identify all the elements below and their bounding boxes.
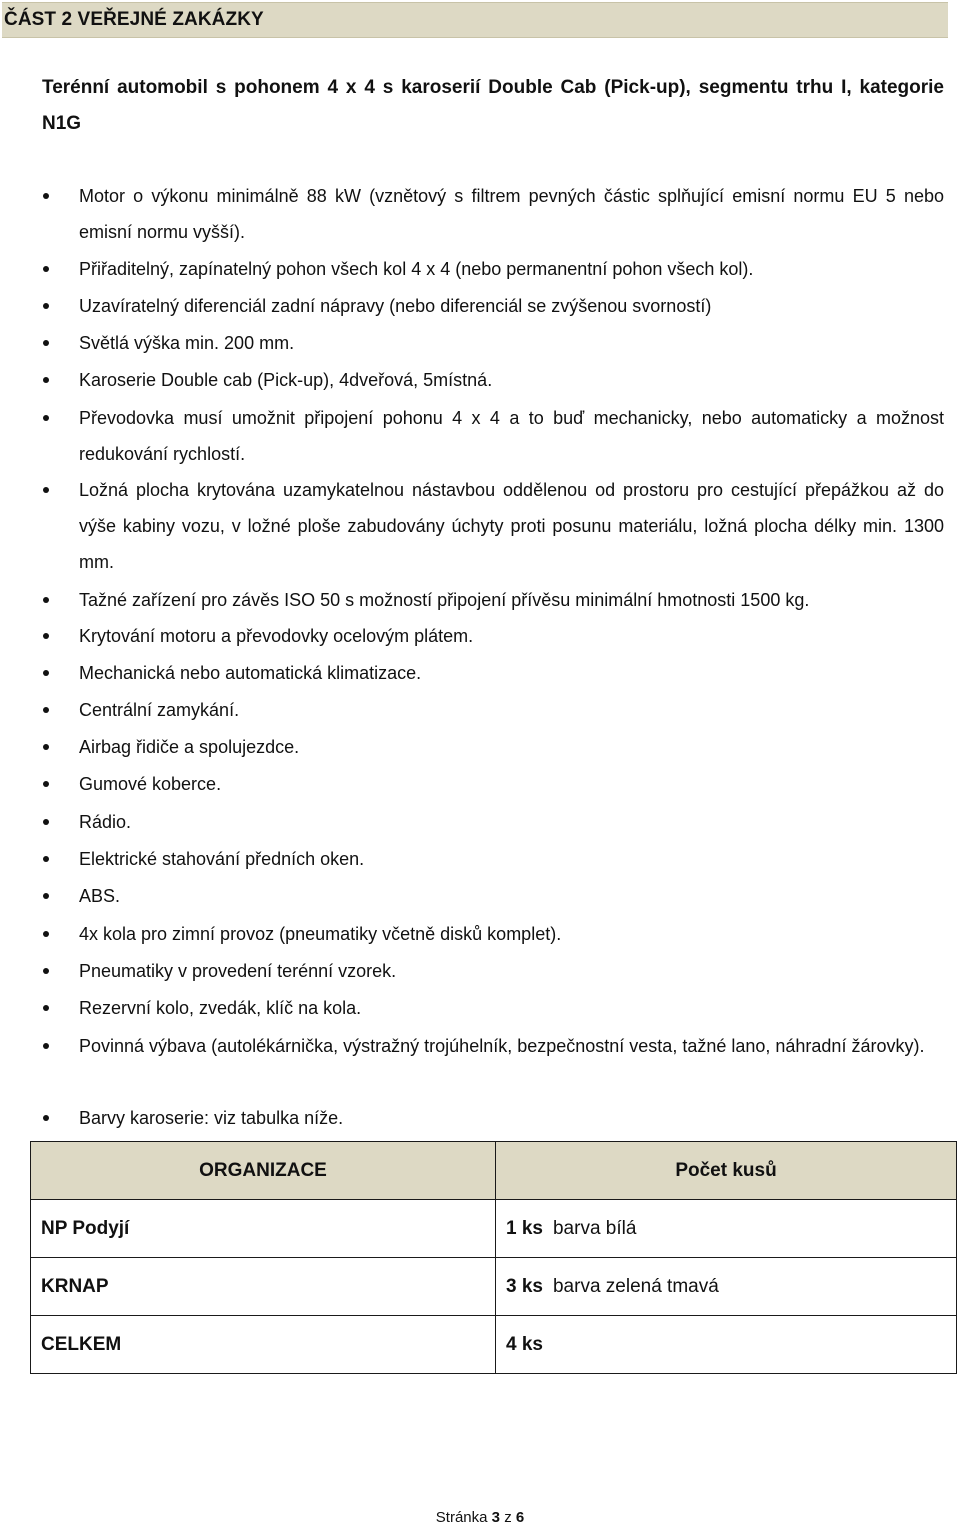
bullet-icon (43, 968, 49, 974)
table-header-row (31, 1142, 957, 1200)
requirement-item (79, 400, 944, 472)
requirement-item (79, 1100, 944, 1136)
requirement-text: ABS. (79, 886, 121, 906)
requirement-text: Mechanická nebo automatická klimatizace. (79, 663, 422, 683)
color-value: barva bílá (552, 1217, 637, 1239)
organization-cell: NP Podyjí (31, 1200, 496, 1258)
requirement-text: Centrální zamykání. (79, 700, 240, 720)
bullet-icon (43, 670, 49, 676)
requirement-item (79, 916, 944, 952)
requirement-item (79, 953, 944, 989)
requirement-item (79, 178, 944, 250)
count-cell (496, 1258, 957, 1316)
count-value: 1 ks (506, 1217, 543, 1239)
requirement-item (79, 990, 944, 1026)
requirement-item (79, 1028, 944, 1064)
column-header-organization: ORGANIZACE (31, 1142, 496, 1200)
bullet-icon (43, 893, 49, 899)
page-total: 6 (515, 1509, 525, 1526)
bullet-icon (43, 487, 49, 493)
requirement-text: Světlá výška min. 200 mm. (79, 333, 295, 353)
requirement-text: Ložná plocha krytována uzamykatelnou nástavbou oddělenou od prostoru pro cestující přepážkou až do výše kabiny vozu, v ložné ploše zabudovány úchyty proti posunu materiálu, ložná plocha délky min. 1300 mm. (79, 480, 944, 572)
count-cell (496, 1200, 957, 1258)
footer-separator: z (504, 1509, 512, 1526)
bullet-icon (43, 856, 49, 862)
requirement-item (79, 288, 944, 324)
requirement-text: Převodovka musí umožnit připojení pohonu 4 x 4 a to buď mechanicky, nebo automaticky a možnost redukování rychlostí. (79, 408, 944, 464)
bullet-icon (43, 597, 49, 603)
bullet-icon (43, 707, 49, 713)
requirement-text: Airbag řidiče a spolujezdce. (79, 737, 300, 757)
requirement-item (79, 841, 944, 877)
organization-cell: KRNAP (31, 1258, 496, 1316)
requirement-item (79, 878, 944, 914)
requirement-item (79, 655, 944, 691)
requirement-item (79, 766, 944, 802)
requirement-item (79, 804, 944, 840)
requirement-item (79, 618, 944, 654)
bullet-icon (43, 415, 49, 421)
requirement-item (79, 729, 944, 765)
page-footer (0, 1509, 960, 1526)
color-value: barva zelená tmavá (552, 1275, 719, 1297)
requirement-text: Přiřaditelný, zapínatelný pohon všech kol 4 x 4 (nebo permanentní pohon všech kol). (79, 259, 754, 279)
count-value: 3 ks (506, 1275, 543, 1297)
tender-subject: Terénní automobil s pohonem 4 x 4 s karoserií Double Cab (Pick-up), segmentu trhu I, kategorie N1G (42, 77, 944, 134)
requirement-item (79, 582, 944, 618)
bullet-icon (43, 781, 49, 787)
count-cell (496, 1316, 957, 1374)
requirement-text: Motor o výkonu minimálně 88 kW (vznětový s filtrem pevných částic splňující emisní normu EU 5 nebo emisní normu vyšší). (79, 186, 944, 242)
bullet-icon (43, 819, 49, 825)
bullet-icon (43, 340, 49, 346)
bullet-icon (43, 377, 49, 383)
footer-prefix: Stránka (435, 1509, 488, 1526)
requirement-item (79, 251, 944, 287)
bullet-icon (43, 633, 49, 639)
bullet-icon (43, 1115, 49, 1121)
table-row (31, 1316, 957, 1374)
requirement-item (79, 362, 944, 398)
requirement-text: Elektrické stahování předních oken. (79, 849, 365, 869)
requirement-text: 4x kola pro zimní provoz (pneumatiky včetně disků komplet). (79, 924, 562, 944)
bullet-icon (43, 1043, 49, 1049)
requirement-text: Karoserie Double cab (Pick-up), 4dveřová, 5místná. (79, 370, 493, 390)
bullet-icon (43, 266, 49, 272)
requirement-item (79, 325, 944, 361)
requirement-item (79, 692, 944, 728)
column-header-count: Počet kusů (496, 1142, 957, 1200)
count-value: 4 ks (506, 1333, 543, 1355)
table-row (31, 1200, 957, 1258)
bullet-icon (43, 931, 49, 937)
requirement-text: Gumové koberce. (79, 774, 222, 794)
bullet-icon (43, 303, 49, 309)
requirement-text: Barvy karoserie: viz tabulka níže. (79, 1108, 344, 1128)
requirement-text: Uzavíratelný diferenciál zadní nápravy (nebo diferenciál se zvýšenou svorností) (79, 296, 712, 316)
page-number: 3 (491, 1509, 501, 1526)
bullet-icon (43, 193, 49, 199)
requirement-text: Povinná výbava (autolékárnička, výstražný trojúhelník, bezpečnostní vesta, tažné lano, náhradní žárovky). (79, 1036, 925, 1056)
vehicle-allocation-table (30, 1141, 957, 1374)
requirement-item (79, 472, 944, 580)
bullet-icon (43, 744, 49, 750)
requirement-text: Rádio. (79, 812, 132, 832)
bullet-icon (43, 1005, 49, 1011)
organization-cell: CELKEM (31, 1316, 496, 1374)
requirement-text: Rezervní kolo, zvedák, klíč na kola. (79, 998, 362, 1018)
requirement-text: Tažné zařízení pro závěs ISO 50 s možností připojení přívěsu minimální hmotnosti 1500 kg. (79, 590, 810, 610)
table-row (31, 1258, 957, 1316)
section-title: ČÁST 2 VEŘEJNÉ ZAKÁZKY (4, 9, 264, 30)
requirement-text: Krytování motoru a převodovky ocelovým plátem. (79, 626, 474, 646)
requirement-text: Pneumatiky v provedení terénní vzorek. (79, 961, 397, 981)
